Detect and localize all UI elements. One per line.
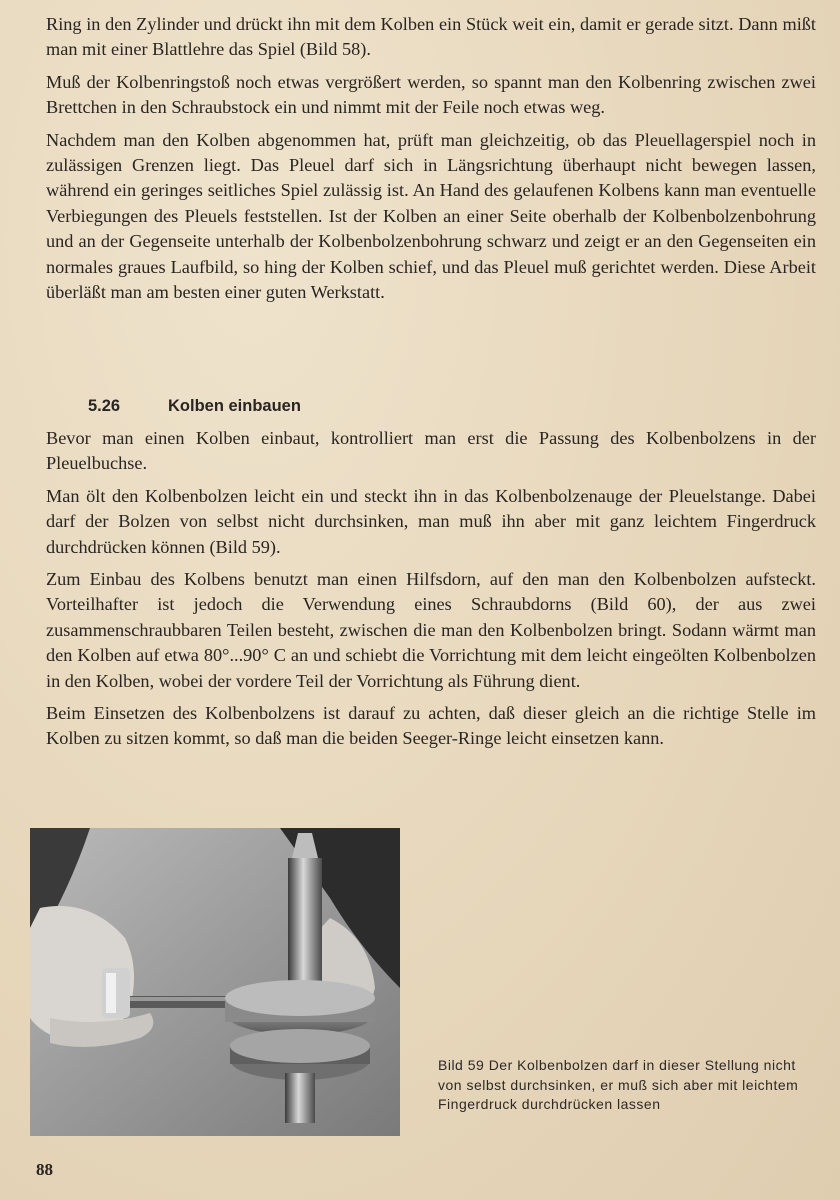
photo-crankshaft-hands — [30, 828, 400, 1136]
paragraph: Bevor man einen Kolben einbaut, kontrolliert man erst die Passung des Kolbenbolzens in der Pleuelbuchse. — [46, 428, 816, 474]
section-heading — [88, 397, 301, 416]
figure-caption: Bild 59 Der Kolbenbolzen darf in dieser Stellung nicht von selbst durchsinken, er muß sich aber mit leichtem Fingerdruck durchdrücken lassen — [438, 1057, 799, 1112]
paragraph: Beim Einsetzen des Kolbenbolzens ist darauf zu achten, daß dieser gleich an die richtige Stelle im Kolben zu sitzen kommt, so daß man die beiden Seeger-Ringe leicht einsetzen kann. — [46, 703, 816, 749]
section-number: 5.26 — [88, 397, 121, 415]
page-number: 88 — [36, 1160, 53, 1179]
paragraph: Nachdem man den Kolben abgenommen hat, prüft man gleichzeitig, ob das Pleuellagerspiel noch in zulässigen Grenzen liegt. Das Pleuel darf sich in Längsrichtung überhaupt nicht bewegen lassen, während ein geringes seitliches Spiel zulässig ist. An Hand des gelaufenen Kolbens kann man eventuelle Verbiegungen des Pleuels feststellen. Ist der Kolben an einer Seite oberhalb der Kolbenbolzenbohrung und an der Gegenseite unterhalb der Kolbenbolzenbohrung schwarz und zeigt er an den Gegenseiten ein normales graues Laufbild, so hing der Kolben schief, und das Pleuel muß gerichtet werden. Diese Arbeit überläßt man am besten einer guten Werkstatt. — [46, 129, 816, 303]
paragraph: Man ölt den Kolbenbolzen leicht ein und steckt ihn in das Kolbenbolzenauge der Pleuelstange. Dabei darf der Bolzen von selbst nicht durchsinken, man muß ihn aber mit ganz leichtem Fingerdruck durchdrücken können (Bild 59). — [46, 485, 816, 557]
text-block-section — [46, 426, 816, 759]
paragraph: Ring in den Zylinder und drückt ihn mit dem Kolben ein Stück weit ein, damit er gerade sitzt. Dann mißt man mit einer Blattlehre das Spiel (Bild 58). — [46, 14, 816, 60]
text-block-top — [46, 12, 816, 312]
paragraph: Muß der Kolbenringstoß noch etwas vergrößert werden, so spannt man den Kolbenring zwischen zwei Brettchen in den Schraubstock ein und nimmt mit der Feile noch etwas weg. — [46, 71, 816, 118]
paragraph: Zum Einbau des Kolbens benutzt man einen Hilfsdorn, auf den man den Kolbenbolzen aufsteckt. Vorteilhafter ist jedoch die Verwendung eines Schraubdorns (Bild 60), der aus zwei zusammenschraubbaren Teilen besteht, zwischen die man den Kolbenbolzen bringt. Sodann wärmt man den Kolben auf etwa 80°...90° C an und schiebt die Vorrichtung mit dem leicht eingeölten Kolbenbolzen in den Kolben, wobei der vordere Teil der Vorrichtung als Führung dient. — [46, 569, 816, 691]
section-title: Kolben einbauen — [168, 397, 301, 415]
figure-photo-crankshaft — [30, 828, 400, 1136]
